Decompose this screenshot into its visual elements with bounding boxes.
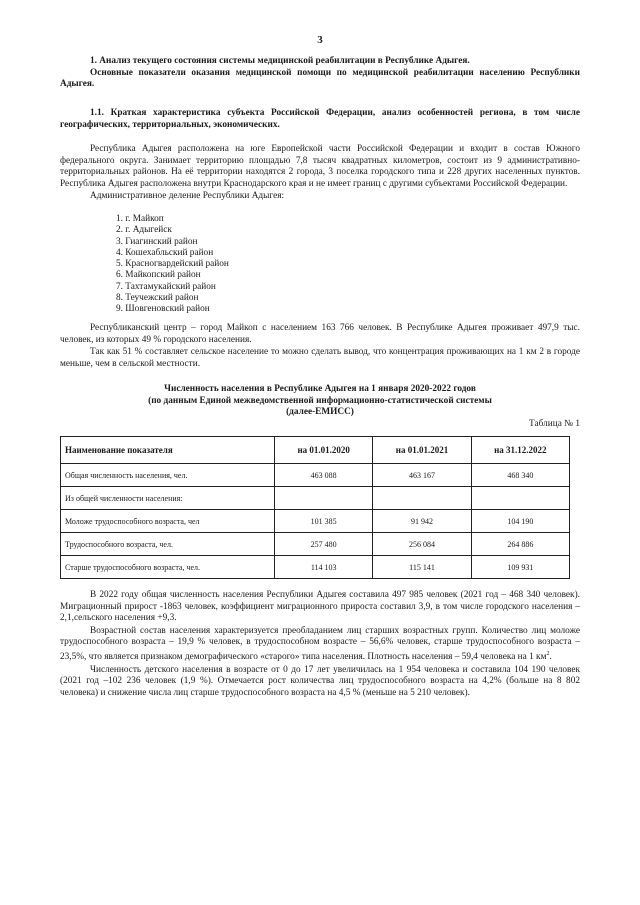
table-cell (373, 487, 471, 510)
table-row (61, 556, 570, 579)
paragraph-2022: В 2022 году общая численность населения Республики Адыгея составила 497 985 человек (2021 год – 468 340 человек). Миграционный прирост -1863 человек, коэффициент миграционного прироста составил 3,9, в том числе городского населения –2,1,сельского населения +9,3. (60, 590, 580, 624)
table-cell: 101 385 (275, 510, 373, 533)
table-cell: 109 931 (471, 556, 569, 579)
paragraph-location: Республика Адыгея расположена на юге Европейской части Российской Федерации и входит в состав Южного федерального округа. Занимает территорию площадью 7,8 тысяч квадратных километров, состоит из 9 административно-территориальных районов. На её территории находятся 2 города, 3 поселка городского типа и 228 других населенных пунктов. Республика Адыгея расположена внутри Краснодарского края и не имеет границ с другими субъектами Российской Федерации. (60, 144, 580, 189)
table-cell: 91 942 (373, 510, 471, 533)
table-cell: 104 190 (471, 510, 569, 533)
table-title-line: (по данным Единой межведомственной информационно-статистической системы (148, 395, 492, 406)
table-cell: Трудоспособного возраста, чел. (61, 533, 275, 556)
paragraph-rural: Так как 51 % составляет сельское население то можно сделать вывод, что концентрация проживающих на 1 км 2 в городе меньше, чем в сельской местности. (60, 347, 580, 369)
paragraph-division-intro: Административное деление Республики Адыгея: (90, 191, 285, 202)
list-item: 6. Майкопский район (116, 270, 201, 281)
subsection-title: 1.1. Краткая характеристика субъекта Российской Федерации, анализ особенностей региона, в том числе географических, территориальных, экономических. (60, 108, 580, 130)
table-row (61, 487, 570, 510)
page-number: 3 (317, 34, 323, 46)
table-title (60, 384, 580, 419)
population-table (60, 436, 570, 579)
table-cell: Из общей численности населения: (61, 487, 275, 510)
list-item: 1. г. Майкоп (116, 214, 164, 224)
section-title: 1. Анализ текущего состояния системы медицинской реабилитации в Республике Адыгея. (90, 56, 470, 66)
paragraph-capital: Республиканский центр – город Майкоп с населением 163 766 человек. В Республике Адыгея проживает 497,9 тыс. человек, из которых 49 % городского населения. (60, 323, 580, 345)
intro-block (60, 144, 580, 204)
section-heading (60, 56, 580, 91)
population-block (60, 323, 580, 371)
table-cell: 257 480 (275, 533, 373, 556)
list-item: 4. Кошехабльский район (116, 247, 214, 258)
table-cell: 115 141 (373, 556, 471, 579)
paragraph-children: Численность детского населения в возрасте от 0 до 17 лет увеличилась на 1 954 человека и составила 104 190 человек (2021 год –102 236 человек (1,9 %). Отмечается рост количества лиц трудоспособного возраста на 4,2% (больше на 8 802 человека) и снижение числа лиц старше трудоспособного возраста на 4,5 % (меньше на 5 210 человек). (60, 664, 580, 698)
table-cell: Моложе трудоспособного возраста, чел (61, 510, 275, 533)
table-header-row (61, 437, 570, 464)
table-row (61, 533, 570, 556)
table-title-line: Численность населения в Республике Адыгея на 1 января 2020-2022 годов (164, 384, 476, 394)
list-item: 9. Шовгеновский район (116, 304, 210, 315)
section-subtitle: Основные показатели оказания медицинской помощи по медицинской реабилитации населению Республики Адыгея. (60, 67, 580, 90)
table-row (61, 510, 570, 533)
table-cell: 463 088 (275, 464, 373, 487)
table-title-line: (далее-ЕМИСС) (286, 407, 354, 418)
table-cell: 264 886 (471, 533, 569, 556)
table-row (61, 464, 570, 487)
list-item: 2. г. Адыгейск (116, 225, 172, 236)
age-text-end: . (549, 652, 552, 663)
table-cell: 463 167 (373, 464, 471, 487)
demographics-block (60, 590, 580, 700)
paragraph-age (60, 626, 580, 664)
list-item: 3. Гиагинский район (116, 236, 198, 247)
table-cell: 114 103 (275, 556, 373, 579)
superscript: 2 (546, 650, 550, 657)
list-item: 5. Красногвардейский район (116, 259, 229, 270)
age-text: Возрастной состав населения характеризуется преобладанием лиц старших возрастных групп. Количество лиц моложе трудоспособного возраста – 19,9 % человек, в трудоспособном возрасте – 56,6% человек, старше трудоспособного возраста – 23,5%, что является признаком демографического «старого» типа населения. Плотность населения – 59,4 человека на 1 км (60, 625, 580, 663)
table-cell: Старше трудоспособного возраста, чел. (61, 556, 275, 579)
column-header: на 01.01.2020 (275, 437, 373, 464)
table-cell (471, 487, 569, 510)
table-cell (275, 487, 373, 510)
column-header: на 31.12.2022 (471, 437, 569, 464)
table-cell: 256 084 (373, 533, 471, 556)
table-cell: Общая численность населения, чел. (61, 464, 275, 487)
table-cell: 468 340 (471, 464, 569, 487)
table-caption: Таблица № 1 (529, 419, 580, 429)
list-item: 8. Теучежский район (116, 293, 199, 304)
list-item: 7. Тахтамукайский район (116, 281, 216, 292)
column-header: на 01.01.2021 (373, 437, 471, 464)
district-list (116, 214, 516, 316)
column-header: Наименование показателя (61, 437, 275, 464)
